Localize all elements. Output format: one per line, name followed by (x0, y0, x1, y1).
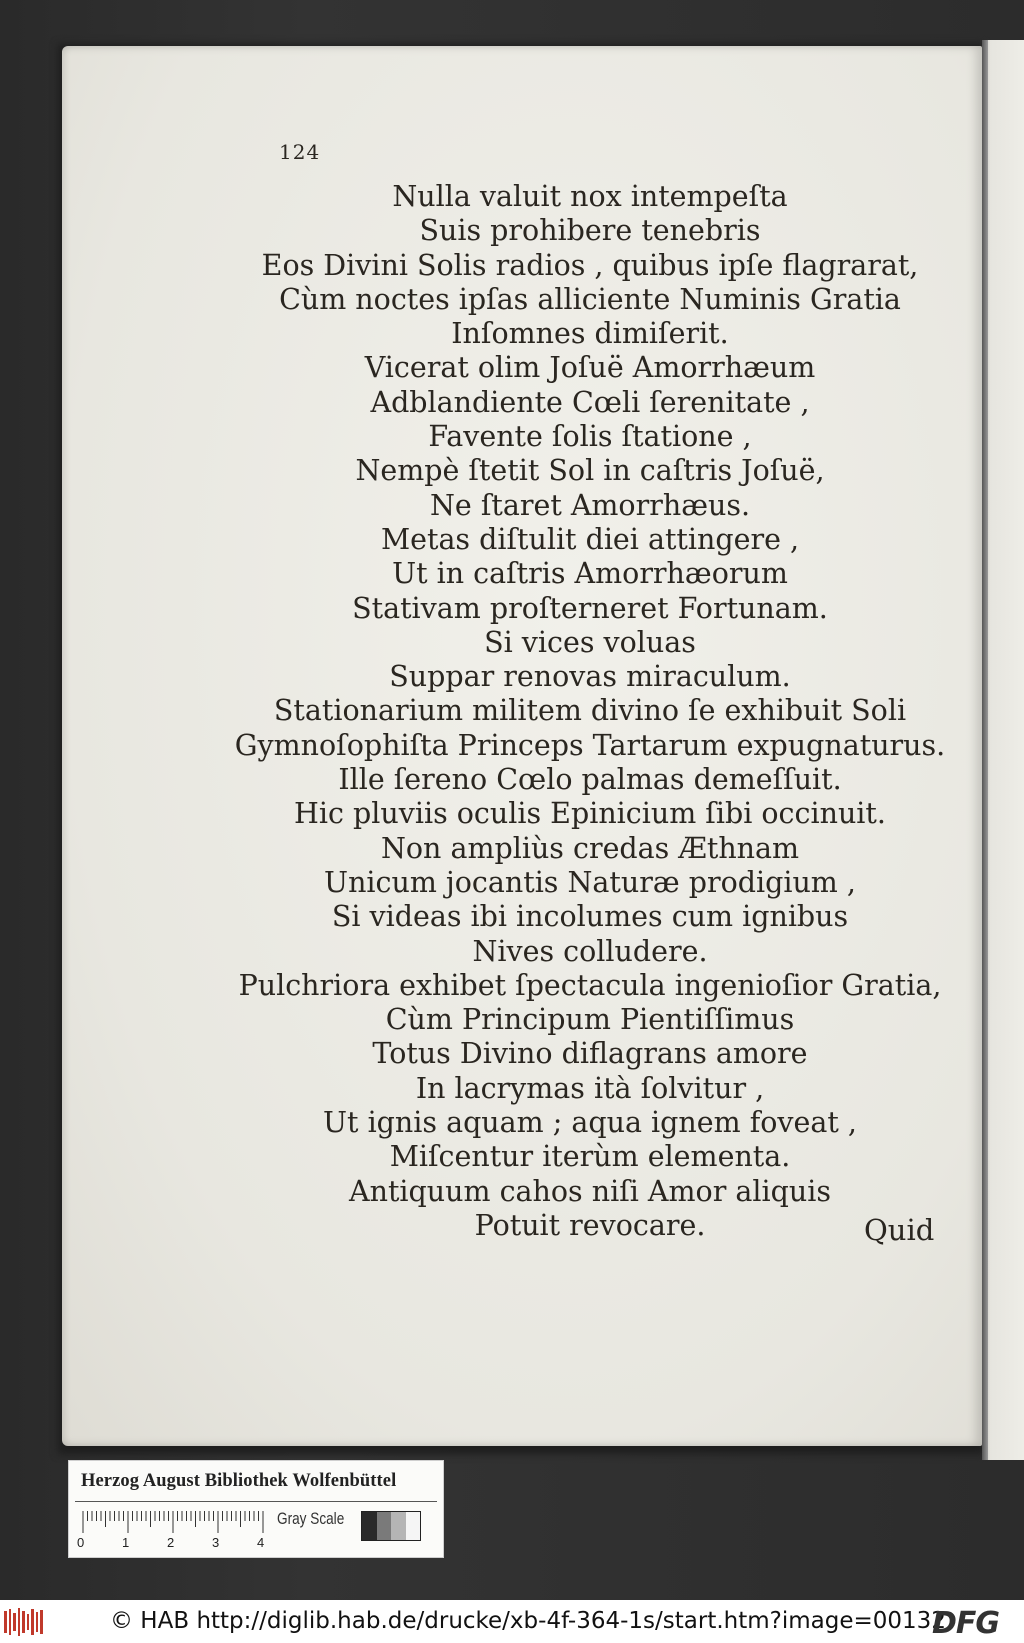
verse-line: Vicerat olim Joſuë Amorrhæum (364, 351, 816, 385)
verse-line: Suis prohibere tenebris (419, 214, 761, 248)
gray-scale-label: Gray Scale (277, 1509, 345, 1528)
measurement-ruler (79, 1509, 269, 1535)
page-number: 124 (279, 140, 321, 164)
verse-line: Potuit revocare. (474, 1208, 706, 1242)
verse-line: Metas diſtulit diei attingere , (380, 522, 800, 556)
verse-line: Cùm noctes ipſas alliciente Numinis Gratia (279, 282, 901, 316)
label-divider (75, 1501, 437, 1502)
ruler-number: 1 (122, 1535, 130, 1550)
verse-line: Adblandiente Cœli ſerenitate , (370, 385, 810, 419)
verse-line: Unicum jocantis Naturæ prodigium , (324, 865, 856, 899)
ruler-number: 0 (77, 1535, 85, 1550)
footer-citation (110, 1608, 946, 1634)
gray-swatch (377, 1512, 392, 1540)
copyright-text: © HAB (110, 1608, 190, 1634)
institution-name: Herzog August Bibliothek Wolfenbüttel (81, 1471, 397, 1491)
verse-line: Nempè ſtetit Sol in caſtris Joſuë, (355, 454, 825, 488)
gray-swatch (406, 1512, 421, 1540)
verse-line: Gymnoſophiſta Princeps Tartarum expugnaturus. (234, 728, 946, 762)
source-url-link[interactable]: http://diglib.hab.de/drucke/xb-4f-364-1s/start.htm?image=00132 (196, 1608, 946, 1634)
verse-line: In lacrymas ità ſolvitur , (415, 1071, 765, 1105)
verse-text (140, 180, 1024, 1243)
footer-bar (0, 1600, 1024, 1643)
verse-line: Si vices voluas (484, 625, 696, 659)
verse-line: Ut ignis aquam ; aqua ignem foveat , (323, 1106, 857, 1140)
hab-logo-icon (4, 1607, 46, 1637)
verse-line: Eos Divini Solis radios , quibus ipſe flagrarat, (261, 248, 919, 282)
verse-line: Nulla valuit nox intempeſta (392, 180, 788, 213)
library-label-card (68, 1460, 444, 1558)
gray-scale-swatch (361, 1511, 421, 1541)
ruler-number: 2 (167, 1535, 175, 1550)
catchword: Quid (864, 1213, 935, 1247)
verse-line: Si videas ibi incolumes cum ignibus (331, 900, 849, 934)
gray-swatch (391, 1512, 406, 1540)
verse-line: Ne ſtaret Amorrhæus. (429, 488, 751, 522)
ruler-number: 4 (257, 1535, 265, 1550)
verse-line: Suppar renovas miraculum. (389, 660, 791, 694)
verse-line: Ut in caſtris Amorrhæorum (392, 557, 788, 591)
verse-line: Non ampliùs credas Æthnam (380, 831, 800, 865)
verse-line: Inſomnes dimiſerit. (451, 317, 729, 351)
verse-line: Miſcentur iterùm elementa. (389, 1140, 791, 1174)
verse-line: Pulchriora exhibet ſpectacula ingenioſior Gratia, (238, 968, 942, 1002)
verse-line: Ille ſereno Cœlo palmas demeſſuit. (338, 763, 842, 797)
verse-line: Totus Divino diflagrans amore (372, 1037, 808, 1071)
verse-line: Cùm Principum Pientiſſimus (385, 1003, 795, 1037)
dfg-logo: DFG (932, 1606, 1000, 1641)
ruler-scale-numbers (77, 1535, 277, 1551)
verse-line: Stationarium militem divino ſe exhibuit Soli (273, 694, 907, 728)
gray-swatch (362, 1512, 377, 1540)
verse-line: Nives colludere. (472, 934, 708, 968)
ruler-number: 3 (212, 1535, 220, 1550)
verse-line: Stativam proſterneret Fortunam. (352, 591, 828, 625)
verse-line: Favente ſolis ſtatione , (428, 420, 752, 454)
verse-line: Antiquum cahos niſi Amor aliquis (349, 1174, 831, 1208)
verse-line: Hic pluviis oculis Epinicium ſibi occinuit. (294, 797, 886, 831)
